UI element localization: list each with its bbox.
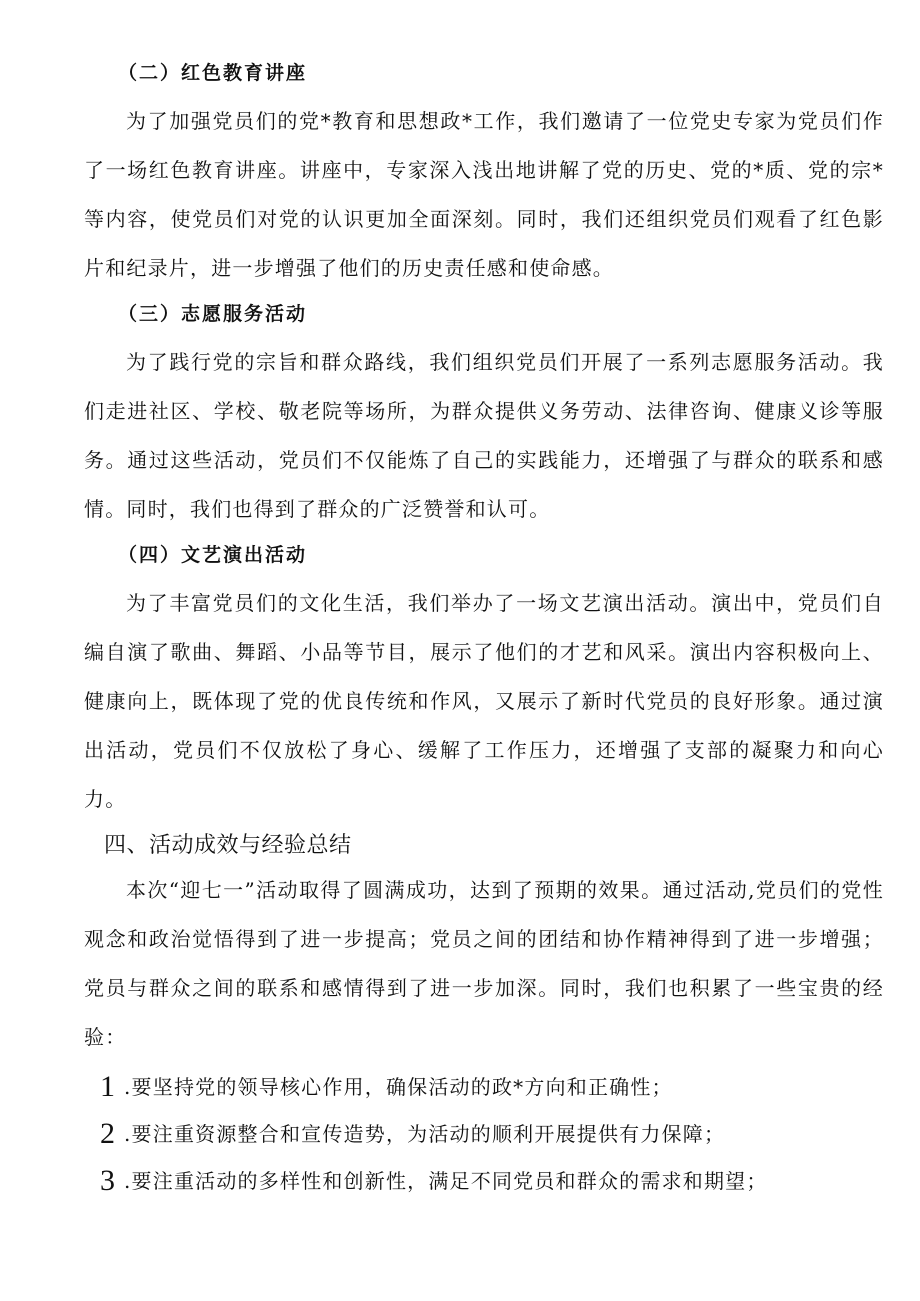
list-text: .要坚持党的领导核心作用，确保活动的政*方向和正确性； [124,1075,673,1099]
section-paragraph-volunteer-service [84,338,884,534]
list-number: 2 [100,1117,115,1150]
list-text: .要注重活动的多样性和创新性，满足不同党员和群众的需求和期望； [124,1169,768,1193]
list-number: 1 [100,1070,115,1103]
experience-item-1 [100,1067,673,1107]
summary-heading: 四、活动成效与经验总结 [104,833,352,858]
paragraph-text: 为了加强党员们的党*教育和思想政*工作，我们邀请了一位党史专家为党员们作了一场红色教育讲座。讲座中，专家深入浅出地讲解了党的历史、党的*质、党的宗*等内容，使党员们对党的认识更加全面深刻。同时，我们还组织党员们观看了红色影片和纪录片，进一步增强了他们的历史责任感和使命感。 [84,109,884,280]
section-heading-volunteer-service: （三）志愿服务活动 [118,303,308,325]
paragraph-text: 本次“迎七一”活动取得了圆满成功，达到了预期的效果。通过活动,党员们的党性观念和政治觉悟得到了进一步提高；党员之间的团结和协作精神得到了进一步增强；党员与群众之间的联系和感情得到了进一步加深。同时，我们也积累了一些宝贵的经验： [84,878,884,1049]
list-text: .要注重资源整合和宣传造势，为活动的顺利开展提供有力保障； [124,1122,726,1146]
section-heading-art-performance: （四）文艺演出活动 [118,544,308,566]
summary-paragraph [84,866,884,1062]
experience-item-3 [100,1161,768,1201]
experience-item-2 [100,1114,725,1154]
section-paragraph-red-education [84,97,884,293]
section-paragraph-art-performance [84,579,884,824]
section-heading-red-education: （二）红色教育讲座 [118,62,308,84]
paragraph-text: 为了践行党的宗旨和群众路线，我们组织党员们开展了一系列志愿服务活动。我们走进社区、学校、敬老院等场所，为群众提供义务劳动、法律咨询、健康义诊等服务。通过这些活动，党员们不仅能炼了自己的实践能力，还增强了与群众的联系和感情。同时，我们也得到了群众的广泛赞誉和认可。 [84,350,884,521]
paragraph-text: 为了丰富党员们的文化生活，我们举办了一场文艺演出活动。演出中，党员们自编自演了歌曲、舞蹈、小品等节目，展示了他们的才艺和风采。演出内容积极向上、健康向上，既体现了党的优良传统和作风，又展示了新时代党员的良好形象。通过演出活动，党员们不仅放松了身心、缓解了工作压力，还增强了支部的凝聚力和向心力。 [84,591,884,811]
list-number: 3 [100,1164,115,1197]
